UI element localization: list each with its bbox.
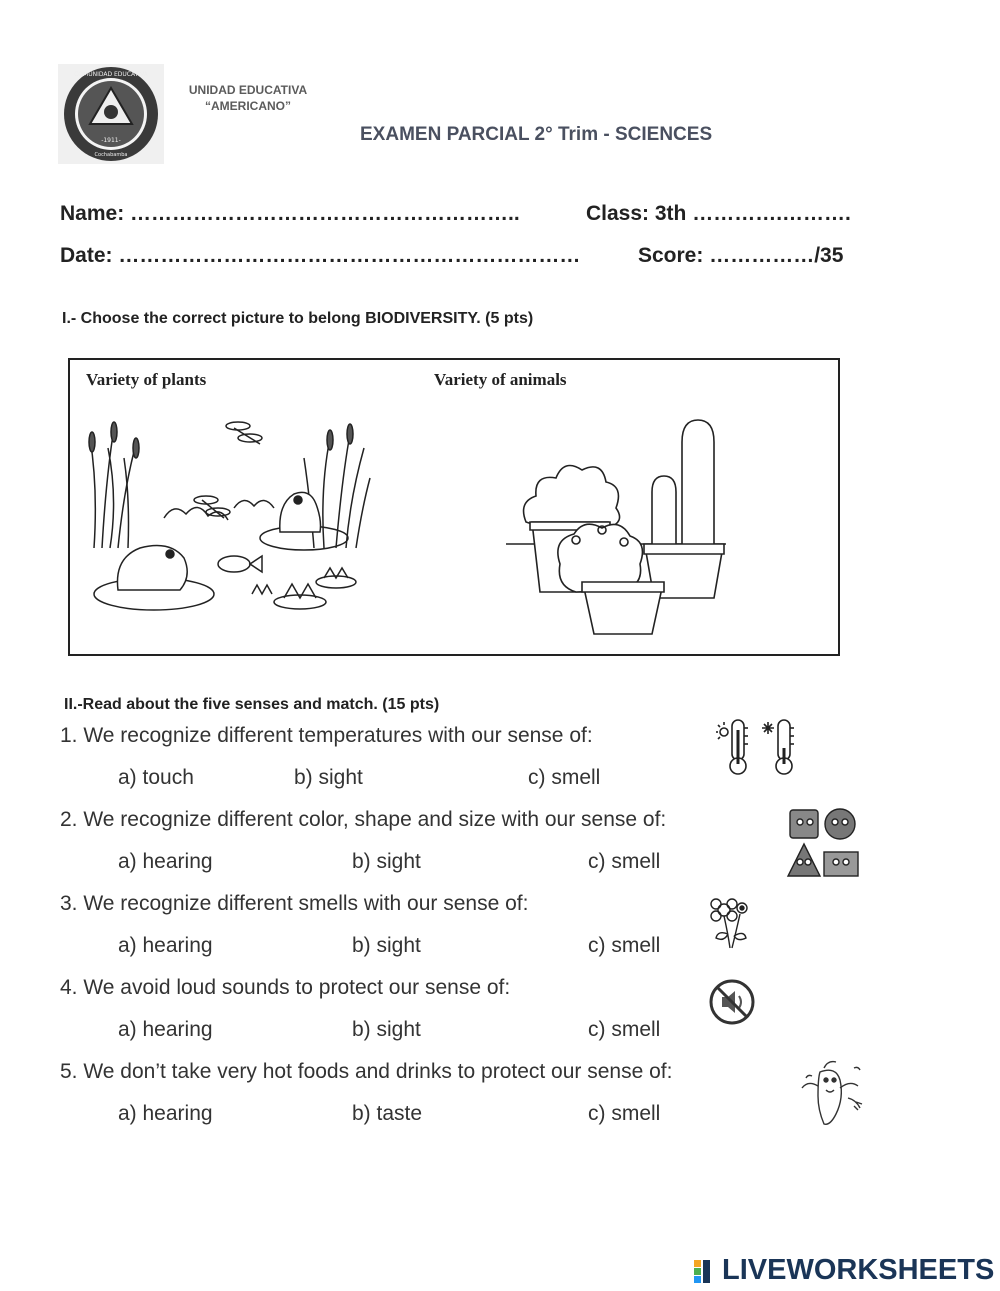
- shapes-icon: [786, 806, 862, 880]
- date-field[interactable]: Date: …………………………………………………………: [60, 244, 581, 267]
- question-5: 5. We don’t take very hot foods and drinks to protect our sense of:: [60, 1060, 673, 1083]
- class-field[interactable]: Class: 3th ………….……….: [586, 202, 851, 225]
- q3-option-b[interactable]: b) sight: [352, 934, 421, 957]
- q3-option-c[interactable]: c) smell: [588, 934, 661, 957]
- q5-option-b[interactable]: b) taste: [352, 1102, 423, 1125]
- biodiversity-box: [68, 358, 840, 656]
- q5-option-c[interactable]: c) smell: [588, 1102, 661, 1125]
- q3-option-a[interactable]: a) hearing: [118, 934, 213, 957]
- school-name: [168, 82, 328, 114]
- question-4: 4. We avoid loud sounds to protect our sense of:: [60, 976, 511, 999]
- q4-option-a[interactable]: a) hearing: [118, 1018, 213, 1041]
- question-3: 3. We recognize different smells with our sense of:: [60, 892, 529, 915]
- score-field[interactable]: Score: ……………/35: [638, 244, 844, 267]
- q2-option-a[interactable]: a) hearing: [118, 850, 213, 873]
- school-seal: [58, 64, 164, 164]
- section-1-title: I.- Choose the correct picture to belong BIODIVERSITY. (5 pts): [62, 310, 534, 327]
- q1-option-a[interactable]: a) touch: [118, 766, 194, 789]
- seal-text-top: COMUNIDAD EDUCATIVA: [74, 71, 148, 78]
- section-2-title: II.-Read about the five senses and match. (15 pts): [64, 696, 440, 713]
- thermometer-icon: [714, 716, 804, 776]
- school-line-1: UNIDAD EDUCATIVA: [188, 83, 308, 97]
- pond-animals-picture[interactable]: [84, 408, 374, 620]
- q1-option-b[interactable]: b) sight: [294, 766, 363, 789]
- potted-plants-picture[interactable]: [506, 412, 736, 622]
- q2-option-b[interactable]: b) sight: [352, 850, 421, 873]
- liveworksheets-brand[interactable]: LIVEWORKSHEETS: [722, 1254, 995, 1286]
- school-line-2: “AMERICANO”: [205, 99, 291, 113]
- no-sound-icon: [708, 978, 756, 1026]
- exam-title: EXAMEN PARCIAL 2° Trim - SCIENCES: [360, 124, 713, 145]
- label-variety-animals: Variety of animals: [434, 370, 567, 389]
- label-variety-plants: Variety of plants: [86, 370, 207, 389]
- q5-option-a[interactable]: a) hearing: [118, 1102, 213, 1125]
- liveworksheets-logo-icon: [694, 1258, 720, 1284]
- q2-option-c[interactable]: c) smell: [588, 850, 661, 873]
- hot-pepper-icon: [798, 1058, 872, 1128]
- seal-city: Cochabamba: [94, 152, 128, 158]
- name-field[interactable]: Name: ………………………………………………..: [60, 202, 520, 225]
- q4-option-c[interactable]: c) smell: [588, 1018, 661, 1041]
- seal-year: -1911-: [101, 137, 121, 144]
- flower-icon: [704, 894, 760, 950]
- question-2: 2. We recognize different color, shape and size with our sense of:: [60, 808, 667, 831]
- q1-option-c[interactable]: c) smell: [528, 766, 601, 789]
- q4-option-b[interactable]: b) sight: [352, 1018, 421, 1041]
- question-1: 1. We recognize different temperatures with our sense of:: [60, 724, 593, 747]
